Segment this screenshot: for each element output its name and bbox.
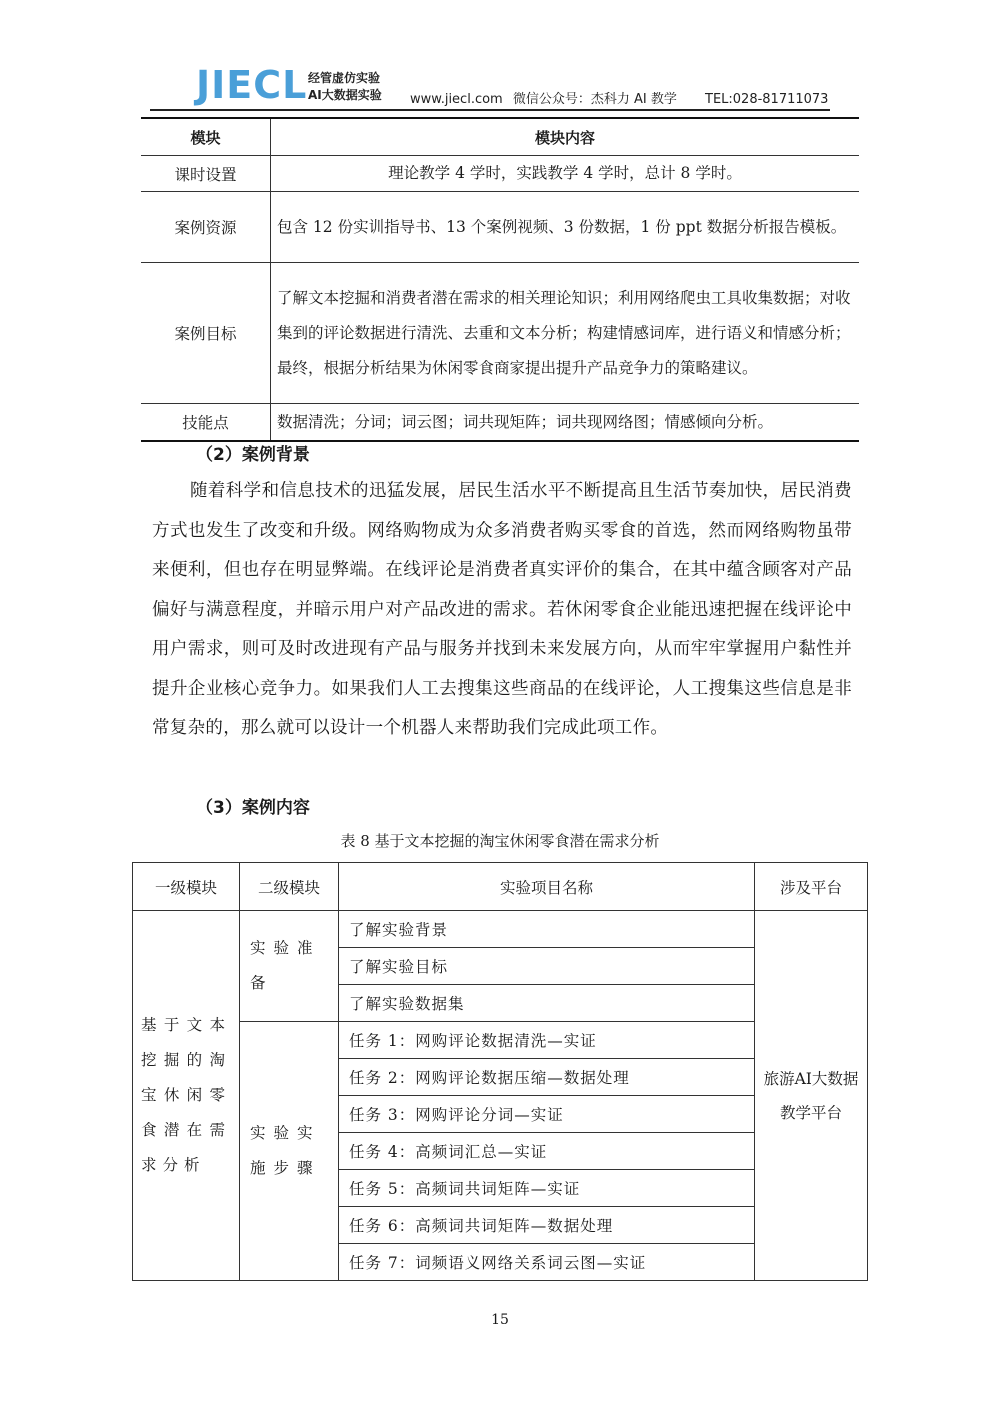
header-website: www.jiecl.com [410,92,503,107]
experiment-item: 任务 1：网购评论数据清洗—实证 [339,1022,755,1059]
experiment-item: 了解实验数据集 [339,985,755,1022]
experiment-item: 任务 6：高频词共词矩阵—数据处理 [339,1207,755,1244]
brand-subtitle-line2: AI大数据实验 [308,88,382,102]
project-name-header: 实验项目名称 [339,863,755,911]
header-divider [150,109,830,111]
row-value: 数据清洗；分词；词云图；词共现矩阵；词共现网络图；情感倾向分析。 [271,404,860,442]
table-row [141,192,859,263]
header-tel: TEL:028-81711073 [705,92,829,107]
row-value: 了解文本挖掘和消费者潜在需求的相关理论知识；利用网络爬虫工具收集数据；对收集到的评论数据进行清洗、去重和文本分析；构建情感词库，进行语义和情感分析；最终，根据分析结果为休闲零食商家提出提升产品竞争力的策略建议。 [271,263,860,404]
row-key: 技能点 [141,404,271,442]
experiment-item: 任务 2：网购评论数据压缩—数据处理 [339,1059,755,1096]
experiment-item: 任务 4：高频词汇总—实证 [339,1133,755,1170]
module-table [141,117,859,442]
page-number: 15 [491,1312,509,1328]
module-content-header: 模块内容 [271,118,860,156]
level2-module-steps: 实验实施步骤 [240,1022,339,1281]
level2-header: 二级模块 [240,863,339,911]
level1-header: 一级模块 [133,863,240,911]
table-row [141,404,859,442]
experiment-item: 了解实验背景 [339,911,755,948]
experiment-item: 任务 7：词频语义网络关系词云图—实证 [339,1244,755,1281]
table-row [133,911,868,948]
level1-module: 基于文本挖掘的淘宝休闲零食潜在需求分析 [133,911,240,1281]
background-paragraph: 随着科学和信息技术的迅猛发展，居民生活水平不断提高且生活节奏加快，居民消费方式也发生了改变和升级。网络购物成为众多消费者购买零食的首选，然而网络购物虽带来便利，但也存在明显弊端。在线评论是消费者真实评价的集合，在其中蕴含顾客对产品偏好与满意程度，并暗示用户对产品改进的需求。若休闲零食企业能迅速把握在线评论中用户需求，则可及时改进现有产品与服务并找到未来发展方向，从而牢牢掌握用户黏性并提升企业核心竞争力。如果我们人工去搜集这些商品的在线评论，人工搜集这些信息是非常复杂的，那么就可以设计一个机器人来帮助我们完成此项工作。 [152,481,852,738]
experiment-item: 任务 5：高频词共词矩阵—实证 [339,1170,755,1207]
row-key: 案例资源 [141,192,271,263]
platform-header: 涉及平台 [755,863,868,911]
experiment-item: 了解实验目标 [339,948,755,985]
level2-module-prep: 实验准备 [240,911,339,1022]
header-wechat: 微信公众号：杰科力 AI 教学 [512,92,677,107]
table-row [141,156,859,192]
row-value: 理论教学 4 学时，实践教学 4 学时，总计 8 学时。 [271,156,860,192]
experiment-table [132,862,868,1281]
row-key: 案例目标 [141,263,271,404]
brand-subtitle [308,70,382,104]
section-heading-content: （3）案例内容 [196,798,310,818]
table-caption: 表 8 基于文本挖掘的淘宝休闲零食潜在需求分析 [340,832,660,850]
platform-cell: 旅游AI大数据教学平台 [755,911,868,1281]
module-header: 模块 [141,118,271,156]
experiment-item: 任务 3：网购评论分词—实证 [339,1096,755,1133]
brand-logo: JIECL [196,63,308,107]
row-value: 包含 12 份实训指导书、13 个案例视频、3 份数据，1 份 ppt 数据分析报告模板。 [271,192,860,263]
row-key: 课时设置 [141,156,271,192]
brand-subtitle-line1: 经管虚仿实验 [308,71,381,85]
table-row [141,263,859,404]
section-heading-background: （2）案例背景 [196,445,310,465]
header-contact [410,88,834,107]
